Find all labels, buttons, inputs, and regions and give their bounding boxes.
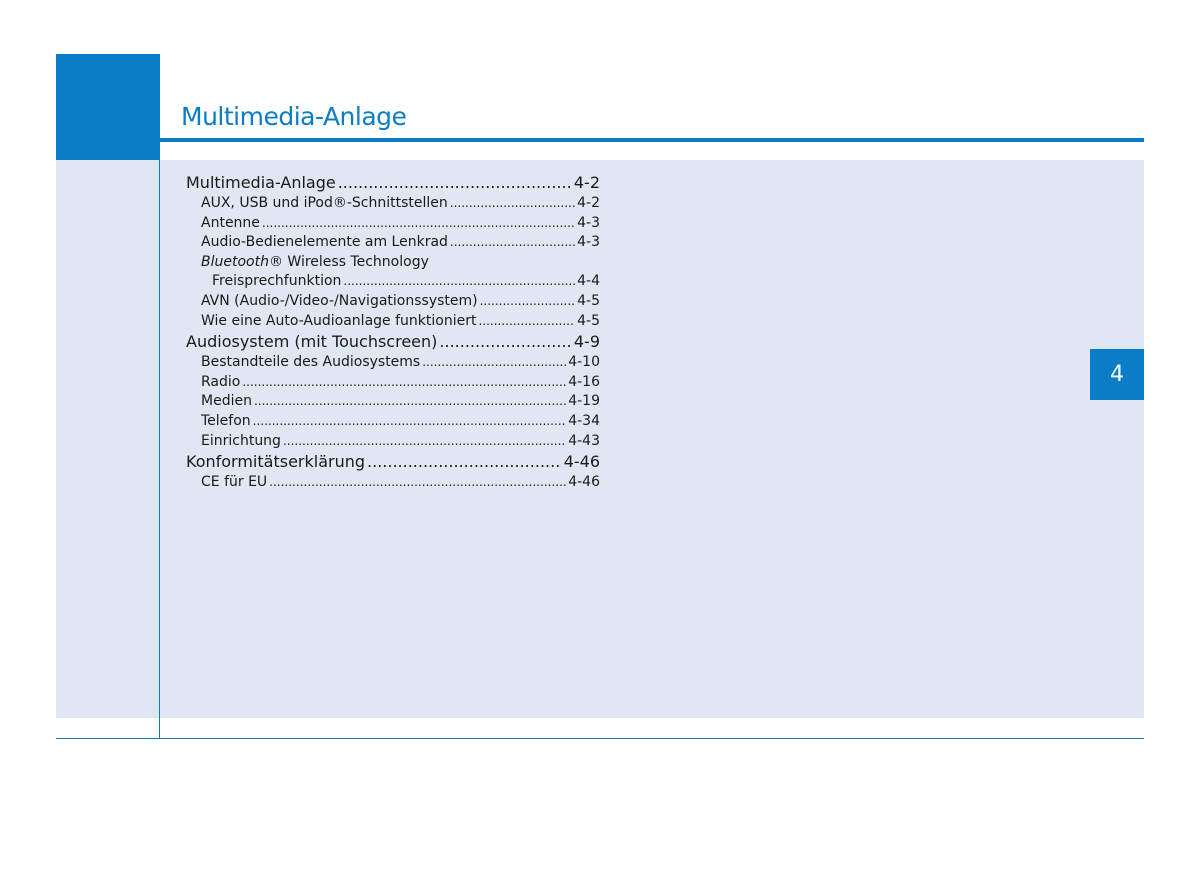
toc-leader <box>422 353 566 373</box>
toc-leader <box>338 172 572 194</box>
toc-entry-page: 4-5 <box>577 292 600 309</box>
chapter-tab[interactable] <box>1090 349 1144 400</box>
toc-leader <box>478 312 575 332</box>
toc-entry-page: 4-10 <box>568 354 600 371</box>
toc-entry-page: 4-4 <box>577 273 600 290</box>
toc-entry-label: Multimedia-Anlage <box>186 173 336 192</box>
toc-entry[interactable] <box>186 412 600 432</box>
toc-entry-label: Einrichtung <box>201 432 281 449</box>
toc-entry[interactable] <box>186 473 600 493</box>
toc-entry[interactable] <box>186 331 600 353</box>
toc-entry-label: AUX, USB und iPod®-Schnittstellen <box>201 195 448 211</box>
toc-entry-page: 4-3 <box>577 214 600 231</box>
toc-entry[interactable] <box>186 432 600 452</box>
toc-entry[interactable] <box>186 373 600 393</box>
toc-entry-label: CE für EU <box>201 474 268 491</box>
toc-leader <box>262 214 575 234</box>
toc-entry-label: Wireless Technology <box>282 253 429 270</box>
toc-leader <box>439 331 571 353</box>
toc-entry-page: 4-9 <box>573 332 600 352</box>
toc-leader <box>254 392 566 412</box>
toc-entry-label: Telefon <box>201 412 251 429</box>
toc-entry-page: 4-5 <box>577 312 600 329</box>
toc-entry-page: 4-16 <box>568 373 600 390</box>
toc-entry-label-italic: Bluetooth® <box>201 253 283 270</box>
toc-leader <box>450 194 575 214</box>
toc-entry-page: 4-43 <box>568 432 600 449</box>
toc-entry-page: 4-34 <box>568 412 600 429</box>
toc-entry[interactable] <box>186 272 600 292</box>
toc-entry[interactable] <box>186 233 600 253</box>
toc-entry[interactable] <box>186 353 600 373</box>
side-panel <box>56 160 159 718</box>
toc-entry[interactable] <box>186 292 600 312</box>
header-blue-block <box>56 54 160 160</box>
toc-leader <box>343 272 575 292</box>
toc-entry-label: AVN (Audio-/Video-/Navigationssystem) <box>201 292 478 309</box>
toc-entry[interactable] <box>186 214 600 234</box>
chapter-number: 4 <box>1110 362 1124 387</box>
toc-entry-page: 4-2 <box>573 173 600 192</box>
toc-entry-label: Medien <box>201 393 252 410</box>
toc-entry-label: Wie eine Auto-Audioanlage funktioniert <box>201 312 477 329</box>
toc-entry-label: Audiosystem (mit Touchscreen) <box>186 332 438 352</box>
toc-entry-page: 4-46 <box>563 452 600 472</box>
table-of-contents <box>186 172 600 493</box>
toc-entry[interactable] <box>186 172 600 194</box>
toc-entry[interactable] <box>186 194 600 214</box>
toc-leader <box>450 233 575 253</box>
toc-leader <box>480 292 576 312</box>
page-title: Multimedia-Anlage <box>181 102 407 131</box>
bottom-divider <box>56 738 1144 739</box>
toc-entry-label: Antenne <box>201 214 260 231</box>
toc-entry-label: Konformitätserklärung <box>186 452 366 472</box>
toc-entry-label: Radio <box>201 373 241 390</box>
toc-entry-page: 4-19 <box>568 393 600 410</box>
toc-entry-page: 4-46 <box>568 474 600 491</box>
toc-entry-heading[interactable] <box>186 253 600 273</box>
toc-leader <box>242 373 566 393</box>
toc-leader <box>283 432 566 452</box>
toc-entry-label: Bestandteile des Audiosystems <box>201 354 421 371</box>
toc-entry-page: 4-2 <box>577 195 600 211</box>
toc-leader <box>367 451 562 473</box>
toc-entry-page: 4-3 <box>577 234 600 251</box>
toc-entry[interactable] <box>186 392 600 412</box>
toc-entry[interactable] <box>186 312 600 332</box>
toc-leader <box>269 473 566 493</box>
toc-entry[interactable] <box>186 451 600 473</box>
toc-entry-label: Freisprechfunktion <box>212 273 342 290</box>
title-underline <box>160 138 1144 142</box>
toc-entry-label: Audio-Bedienelemente am Lenkrad <box>201 234 448 251</box>
toc-leader <box>253 412 567 432</box>
